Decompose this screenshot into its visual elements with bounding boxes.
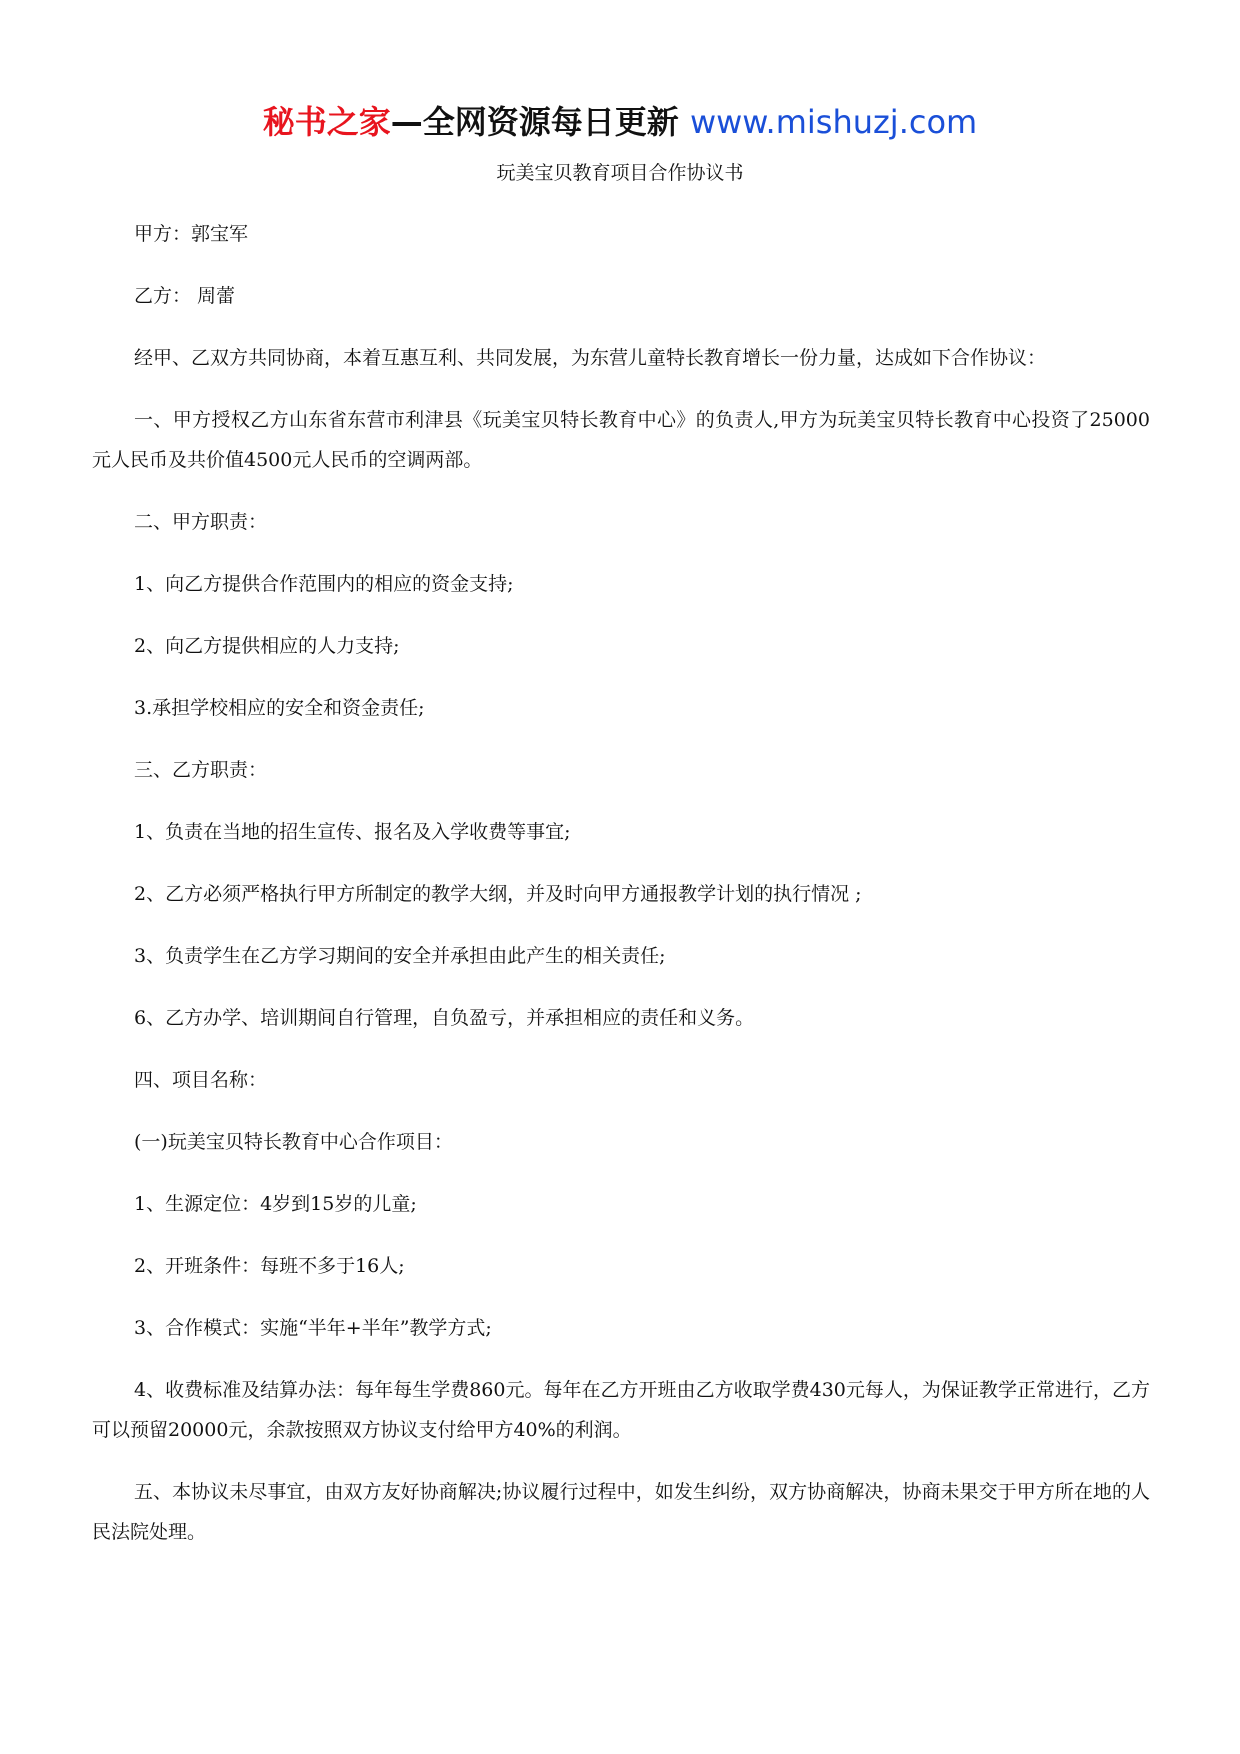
- site-name: 秘书之家: [262, 103, 391, 141]
- project-item: 4、收费标准及结算办法：每年每生学费860元。每年在乙方开班由乙方收取学费430元每人，为保证教学正常进行，乙方可以预留20000元，余款按照双方协议支付给甲方40%的利润。: [92, 1379, 1150, 1441]
- section-heading-party-b-duties: 三、乙方职责：: [134, 759, 268, 781]
- project-item: 1、生源定位：4岁到15岁的儿童;: [134, 1193, 417, 1215]
- party-b-duty-item: 3、负责学生在乙方学习期间的安全并承担由此产生的相关责任;: [134, 945, 666, 967]
- party-a-duty-item: 2、向乙方提供相应的人力支持;: [134, 635, 400, 657]
- preamble: 经甲、乙双方共同协商，本着互惠互利、共同发展，为东营儿童特长教育增长一份力量，达成如下合作协议：: [134, 347, 1047, 369]
- party-a-duty-item: 1、向乙方提供合作范围内的相应的资金支持;: [134, 573, 514, 595]
- party-b-duty-item: 6、乙方办学、培训期间自行管理，自负盈亏，并承担相应的责任和义务。: [134, 1007, 755, 1029]
- clause-5: 五、本协议未尽事宜，由双方友好协商解决;协议履行过程中，如发生纠纷，双方协商解决，协商未果交于甲方所在地的人民法院处理。: [92, 1481, 1150, 1543]
- site-banner: [0, 100, 1240, 144]
- section-heading-party-a-duties: 二、甲方职责：: [134, 511, 268, 533]
- document-body: [92, 214, 1150, 1574]
- section-heading-project-name: 四、项目名称：: [134, 1069, 268, 1091]
- party-b-duty-item: 1、负责在当地的招生宣传、报名及入学收费等事宜;: [134, 821, 571, 843]
- party-a-duty-item: 3.承担学校相应的安全和资金责任;: [134, 697, 425, 719]
- project-item: 2、开班条件：每班不多于16人;: [134, 1255, 405, 1277]
- party-b: 乙方： 周蕾: [134, 285, 236, 307]
- party-a: 甲方：郭宝军: [134, 223, 249, 245]
- party-b-duty-item: 2、乙方必须严格执行甲方所制定的教学大纲，并及时向甲方通报教学计划的执行情况 ;: [134, 883, 862, 905]
- document-title: 玩美宝贝教育项目合作协议书: [496, 162, 744, 184]
- project-item: 3、合作模式：实施“半年+半年”教学方式;: [134, 1317, 492, 1339]
- clause-1: 一、甲方授权乙方山东省东营市利津县《玩美宝贝特长教育中心》的负责人,甲方为玩美宝贝特长教育中心投资了25000元人民币及共价值4500元人民币的空调两部。: [92, 409, 1150, 471]
- project-subheading: (一)玩美宝贝特长教育中心合作项目：: [134, 1131, 453, 1153]
- site-slogan: —全网资源每日更新: [390, 103, 679, 141]
- site-url-link[interactable]: www.mishuzj.com: [689, 103, 978, 141]
